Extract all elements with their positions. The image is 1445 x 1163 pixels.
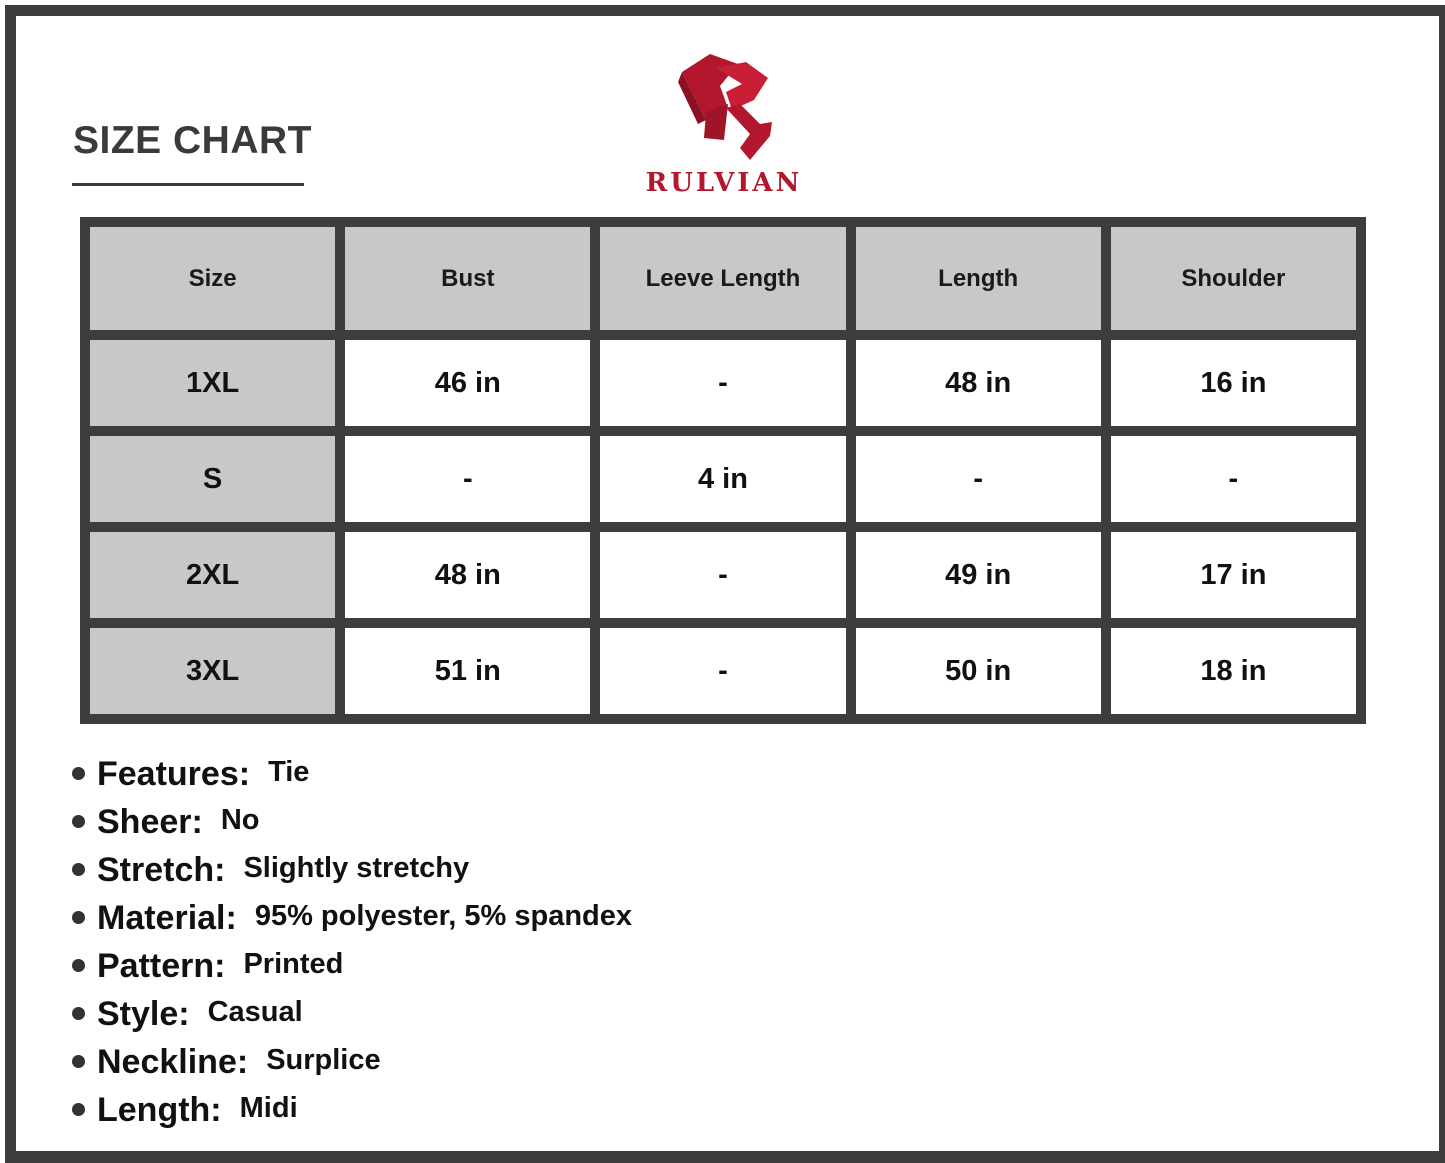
bullet-icon bbox=[72, 1103, 85, 1116]
column-header-length: Length bbox=[856, 227, 1101, 330]
detail-value: Casual bbox=[207, 996, 303, 1028]
bullet-icon bbox=[72, 863, 85, 876]
column-header-shoulder: Shoulder bbox=[1111, 227, 1356, 330]
column-header-bust: Bust bbox=[345, 227, 590, 330]
table-row bbox=[90, 340, 1356, 426]
size-cell: 2XL bbox=[90, 532, 335, 618]
brand-r-logo-icon bbox=[676, 52, 776, 164]
shoulder-cell: 16 in bbox=[1111, 340, 1356, 426]
detail-label: Style: bbox=[97, 995, 190, 1033]
length-cell: - bbox=[856, 436, 1101, 522]
length-cell: 50 in bbox=[856, 628, 1101, 714]
detail-label: Stretch: bbox=[97, 851, 226, 889]
leeve-length-cell: - bbox=[600, 628, 845, 714]
detail-value: 95% polyester, 5% spandex bbox=[254, 900, 633, 932]
bust-cell: 46 in bbox=[345, 340, 590, 426]
column-header-size: Size bbox=[90, 227, 335, 330]
length-cell: 49 in bbox=[856, 532, 1101, 618]
brand-logo bbox=[626, 52, 822, 200]
detail-label: Pattern: bbox=[97, 947, 226, 985]
bullet-icon bbox=[72, 1007, 85, 1020]
bullet-icon bbox=[72, 815, 85, 828]
title-underline bbox=[72, 183, 304, 186]
page-title: SIZE CHART bbox=[73, 119, 312, 162]
column-header-leeve-length: Leeve Length bbox=[600, 227, 845, 330]
detail-length bbox=[72, 1088, 632, 1136]
table-row bbox=[90, 628, 1356, 714]
shoulder-cell: 17 in bbox=[1111, 532, 1356, 618]
bust-cell: 51 in bbox=[345, 628, 590, 714]
detail-pattern bbox=[72, 944, 632, 992]
detail-sheer bbox=[72, 800, 632, 848]
leeve-length-cell: 4 in bbox=[600, 436, 845, 522]
size-cell: 1XL bbox=[90, 340, 335, 426]
bullet-icon bbox=[72, 911, 85, 924]
shoulder-cell: 18 in bbox=[1111, 628, 1356, 714]
length-cell: 48 in bbox=[856, 340, 1101, 426]
size-cell: S bbox=[90, 436, 335, 522]
table-row bbox=[90, 532, 1356, 618]
detail-value: Slightly stretchy bbox=[243, 852, 470, 884]
detail-neckline bbox=[72, 1040, 632, 1088]
detail-value: No bbox=[220, 804, 260, 836]
detail-value: Printed bbox=[243, 948, 344, 980]
detail-style bbox=[72, 992, 632, 1040]
bullet-icon bbox=[72, 767, 85, 780]
size-cell: 3XL bbox=[90, 628, 335, 714]
detail-value: Midi bbox=[239, 1092, 298, 1124]
bust-cell: - bbox=[345, 436, 590, 522]
leeve-length-cell: - bbox=[600, 340, 845, 426]
leeve-length-cell: - bbox=[600, 532, 845, 618]
detail-value: Surplice bbox=[266, 1044, 381, 1076]
shoulder-cell: - bbox=[1111, 436, 1356, 522]
detail-material bbox=[72, 896, 632, 944]
detail-label: Features: bbox=[97, 755, 251, 793]
detail-label: Length: bbox=[97, 1091, 222, 1129]
brand-name: RULVIAN bbox=[645, 168, 803, 198]
detail-label: Material: bbox=[97, 899, 237, 937]
table-header-row bbox=[90, 227, 1356, 330]
table-row bbox=[90, 436, 1356, 522]
bust-cell: 48 in bbox=[345, 532, 590, 618]
bullet-icon bbox=[72, 959, 85, 972]
detail-stretch bbox=[72, 848, 632, 896]
size-table bbox=[80, 217, 1366, 724]
detail-label: Sheer: bbox=[97, 803, 203, 841]
detail-features bbox=[72, 752, 632, 800]
product-details-list bbox=[72, 752, 632, 1136]
detail-label: Neckline: bbox=[97, 1043, 249, 1081]
bullet-icon bbox=[72, 1055, 85, 1068]
detail-value: Tie bbox=[268, 756, 310, 788]
